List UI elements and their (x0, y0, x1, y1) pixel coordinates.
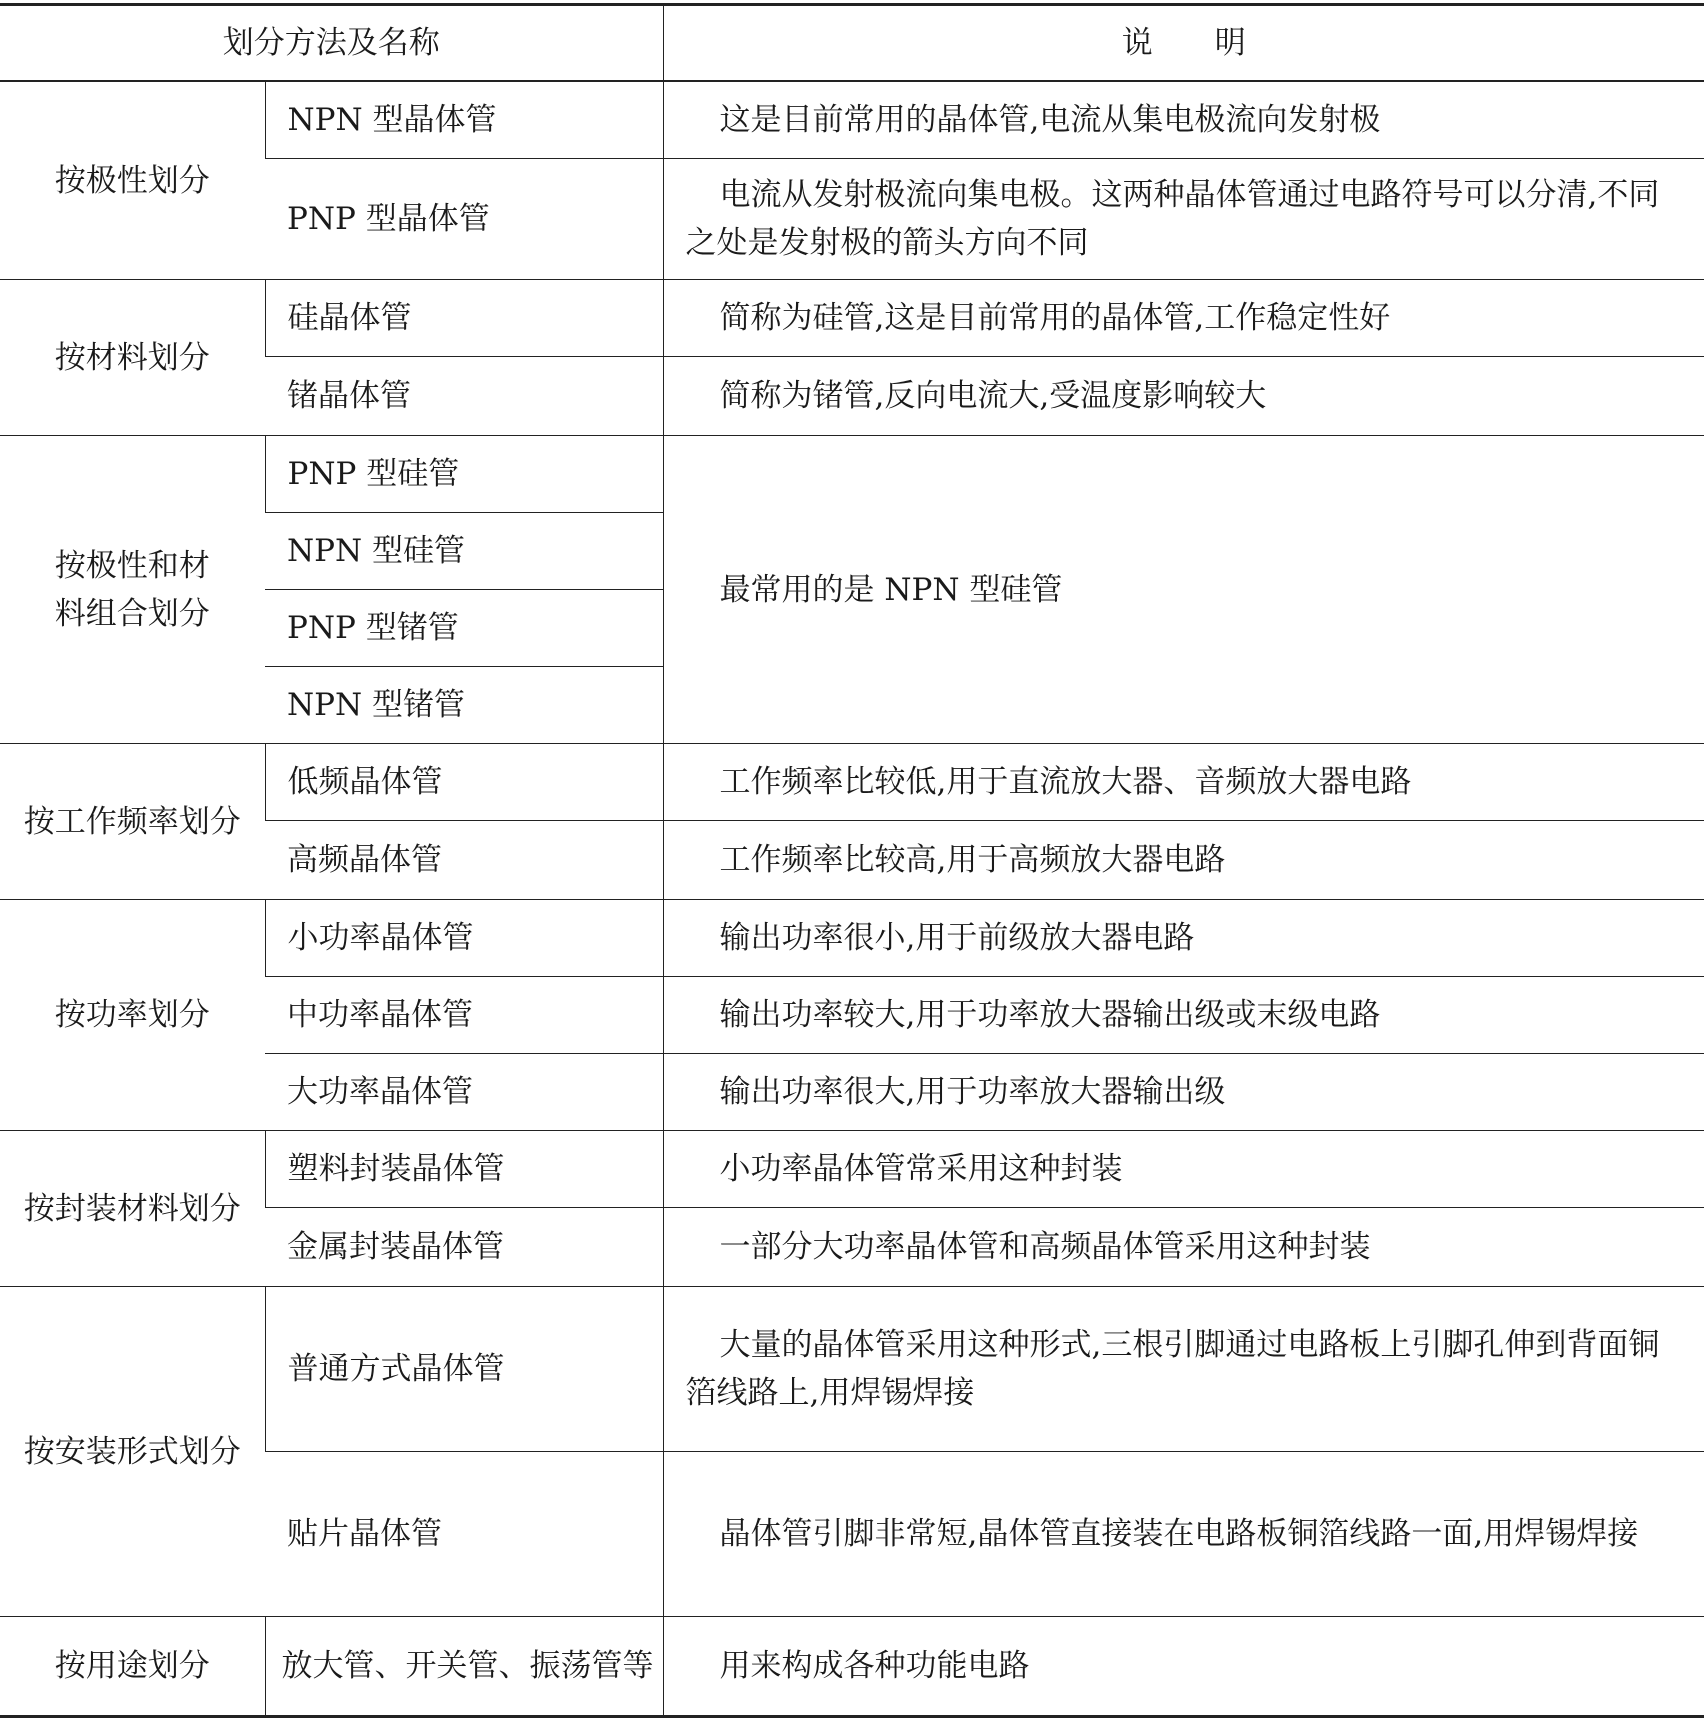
table-row (0, 81, 1704, 159)
description-cell: 输出功率很小,用于前级放大器电路 (663, 900, 1704, 977)
type-name-cell: 高频晶体管 (265, 821, 663, 900)
type-name-cell: PNP 型晶体管 (265, 159, 663, 280)
description-cell: 晶体管引脚非常短,晶体管直接装在电路板铜箔线路一面,用焊锡焊接 (663, 1452, 1704, 1617)
transistor-classification-table (0, 3, 1704, 1718)
type-name-cell: 金属封装晶体管 (265, 1208, 663, 1287)
type-name-cell: 小功率晶体管 (265, 900, 663, 977)
table-row (0, 1131, 1704, 1208)
type-name-cell: 大功率晶体管 (265, 1054, 663, 1131)
header-row (0, 5, 1704, 82)
table-row (0, 1617, 1704, 1717)
header-description: 说 明 (663, 5, 1704, 82)
table-row (0, 900, 1704, 977)
category-cell: 按材料划分 (0, 280, 265, 436)
table-row (0, 280, 1704, 357)
category-cell: 按极性和材料组合划分 (0, 436, 265, 744)
type-name-cell: 普通方式晶体管 (265, 1287, 663, 1452)
table-row (0, 744, 1704, 821)
description-cell: 输出功率较大,用于功率放大器输出级或末级电路 (663, 977, 1704, 1054)
type-name-cell: NPN 型晶体管 (265, 81, 663, 159)
category-cell: 按用途划分 (0, 1617, 265, 1717)
type-name-cell: NPN 型硅管 (265, 513, 663, 590)
type-name-cell: 放大管、开关管、振荡管等 (265, 1617, 663, 1717)
description-cell: 用来构成各种功能电路 (663, 1617, 1704, 1717)
description-cell: 小功率晶体管常采用这种封装 (663, 1131, 1704, 1208)
type-name-cell: NPN 型锗管 (265, 667, 663, 744)
category-cell: 按封装材料划分 (0, 1131, 265, 1287)
table-row (0, 1287, 1704, 1452)
type-name-cell: PNP 型硅管 (265, 436, 663, 513)
type-name-cell: 锗晶体管 (265, 357, 663, 436)
description-cell: 这是目前常用的晶体管,电流从集电极流向发射极 (663, 81, 1704, 159)
description-cell: 工作频率比较高,用于高频放大器电路 (663, 821, 1704, 900)
description-cell: 简称为硅管,这是目前常用的晶体管,工作稳定性好 (663, 280, 1704, 357)
type-name-cell: 硅晶体管 (265, 280, 663, 357)
type-name-cell: 中功率晶体管 (265, 977, 663, 1054)
category-cell: 按极性划分 (0, 81, 265, 280)
category-cell: 按功率划分 (0, 900, 265, 1131)
description-cell: 电流从发射极流向集电极。这两种晶体管通过电路符号可以分清,不同之处是发射极的箭头方向不同 (663, 159, 1704, 280)
type-name-cell: PNP 型锗管 (265, 590, 663, 667)
description-cell: 大量的晶体管采用这种形式,三根引脚通过电路板上引脚孔伸到背面铜箔线路上,用焊锡焊接 (663, 1287, 1704, 1452)
description-cell: 工作频率比较低,用于直流放大器、音频放大器电路 (663, 744, 1704, 821)
category-cell: 按安装形式划分 (0, 1287, 265, 1617)
type-name-cell: 贴片晶体管 (265, 1452, 663, 1617)
description-cell: 最常用的是 NPN 型硅管 (663, 436, 1704, 744)
header-method-name: 划分方法及名称 (0, 5, 663, 82)
description-cell: 简称为锗管,反向电流大,受温度影响较大 (663, 357, 1704, 436)
type-name-cell: 低频晶体管 (265, 744, 663, 821)
type-name-cell: 塑料封装晶体管 (265, 1131, 663, 1208)
table-row (0, 436, 1704, 513)
description-cell: 一部分大功率晶体管和高频晶体管采用这种封装 (663, 1208, 1704, 1287)
category-cell: 按工作频率划分 (0, 744, 265, 900)
description-cell: 输出功率很大,用于功率放大器输出级 (663, 1054, 1704, 1131)
